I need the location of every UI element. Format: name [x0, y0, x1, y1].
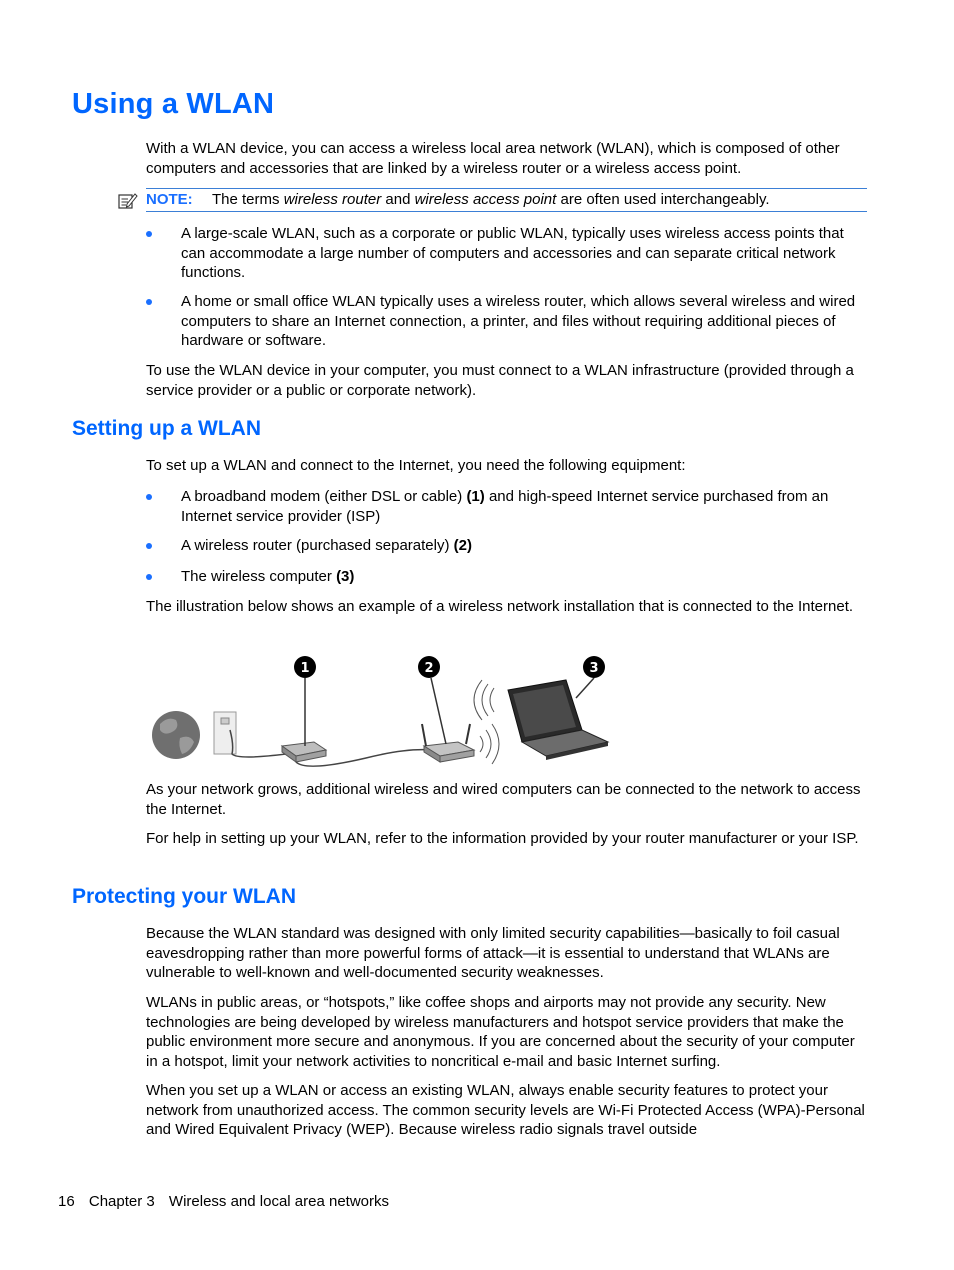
bullet-icon [146, 543, 152, 549]
section-heading-protect: Protecting your WLAN [72, 885, 296, 908]
list-item: A home or small office WLAN typically uses a wireless router, which allows several wireless and wired computers to share an Internet connection, a printer, and files without requiring additional pieces of hardware or software. [146, 292, 868, 352]
page-number: 16 [58, 1193, 75, 1210]
list-item: A broadband modem (either DSL or cable) (1) and high-speed Internet service purchased from an Internet service provider (ISP) [146, 487, 868, 527]
note-box [146, 188, 867, 212]
illustration-caption: The illustration below shows an example of a wireless network installation that is connected to the Internet. [146, 598, 854, 615]
list-item: A large-scale WLAN, such as a corporate or public WLAN, typically uses wireless access points that can accommodate a large number of computers and accessories and can separate critical network functions. [146, 224, 868, 284]
callout-2 [418, 656, 440, 678]
use-paragraph: To use the WLAN device in your computer, you must connect to a WLAN infrastructure (provided through a service provider or a public or corporate network). [146, 362, 854, 399]
callout-1 [294, 656, 316, 678]
setup-intro: To set up a WLAN and connect to the Internet, you need the following equipment: [146, 457, 686, 474]
bullet-icon [146, 574, 152, 580]
protect-paragraph-2: WLANs in public areas, or “hotspots,” like coffee shops and airports may not provide any security. New technologies are being developed by wireless manufacturers and hotspot service providers that make the public environment more secure and anonymous. If you are concerned about the security of your computer in a hotspot, limit your network activities to noncritical e-mail and basic Internet surfing. [146, 994, 855, 1070]
section-heading-setup: Setting up a WLAN [72, 417, 261, 440]
callout-3 [583, 656, 605, 678]
footer-chapter-title: Wireless and local area networks [168, 1193, 389, 1210]
protect-paragraph-1: Because the WLAN standard was designed with only limited security capabilities—basically to foil casual eavesdropping rather than more powerful forms of attack—it is essential to understand that WLANs are vulnerable to well-known and well-documented security weaknesses. [146, 925, 840, 981]
list-item: A wireless router (purchased separately) (2) [146, 536, 868, 556]
network-grows-paragraph: As your network grows, additional wireless and wired computers can be connected to the network to access the Internet. [146, 781, 861, 818]
router-icon [422, 678, 499, 764]
footer-chapter: Chapter 3 [88, 1193, 155, 1210]
page-title: Using a WLAN [72, 88, 275, 120]
bullet-icon [146, 231, 152, 237]
help-paragraph: For help in setting up your WLAN, refer to the information provided by your router manufacturer or your ISP. [146, 830, 859, 847]
svg-text:2: 2 [424, 661, 434, 676]
note-label: NOTE: [146, 191, 193, 208]
note-text: The terms wireless router and wireless access point are often used interchangeably. [212, 191, 770, 208]
bullet-icon [146, 494, 152, 500]
svg-text:3: 3 [589, 661, 599, 676]
note-icon [118, 192, 138, 210]
wireless-network-illustration [146, 650, 626, 772]
list-item: The wireless computer (3) [146, 567, 868, 587]
page-footer [58, 1193, 399, 1210]
globe-icon [146, 704, 200, 759]
svg-text:1: 1 [300, 661, 310, 676]
laptop-icon [474, 678, 608, 760]
protect-paragraph-3: When you set up a WLAN or access an existing WLAN, always enable security features to protect your network from unauthorized access. The common security levels are Wi-Fi Protected Access (WPA)-Personal and Wired Equivalent Privacy (WEP). Because wireless radio signals travel outside [146, 1082, 865, 1138]
modem-icon [282, 678, 326, 762]
bullet-icon [146, 299, 152, 305]
intro-paragraph: With a WLAN device, you can access a wireless local area network (WLAN), which is composed of other computers and accessories that are linked by a wireless router or a wireless access point. [146, 140, 840, 177]
